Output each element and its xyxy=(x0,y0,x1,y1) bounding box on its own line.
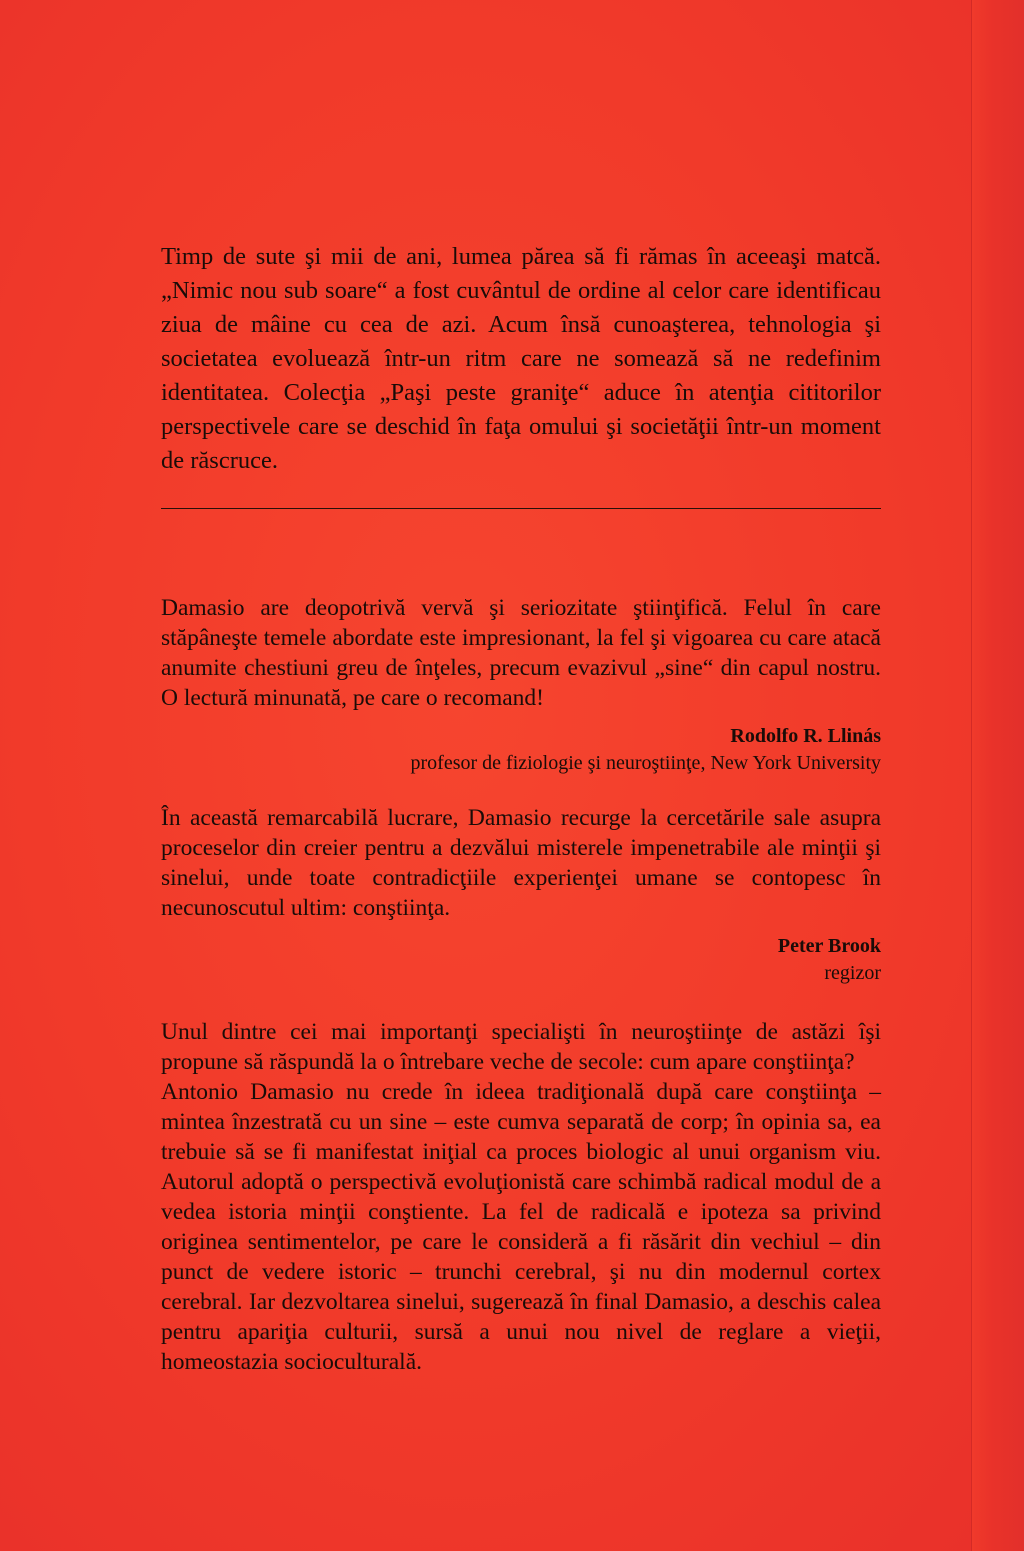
description-paragraph: Unul dintre cei mai importanţi specialişti în neuroştiinţe de astăzi îşi propune să răspundă la o întrebare veche de secole: cum apare conştiinţa? xyxy=(161,1019,881,1075)
endorsement-2 xyxy=(161,803,881,987)
endorsement-1 xyxy=(161,593,881,777)
endorser-role: regizor xyxy=(824,962,881,984)
endorsement-attribution xyxy=(161,723,881,777)
spine-edge xyxy=(971,0,1024,1551)
description-paragraph: Antonio Damasio nu crede în ideea tradiţională după care conştiinţa – mintea înzestrată cu un sine – este cumva separată de corp; în opinia sa, ea trebuie să se fi manifestat iniţial ca proces biologic al unui organism viu. Autorul adoptă o perspectivă evoluţionistă care schimbă radical modul de a vedea istoria minţii conştiente. La fel de radicală e ipoteza sa privind originea sentimentelor, pe care le consideră a fi răsărit din vechiul – din punct de vedere istoric – trunchi cerebral, şi nu din modernul cortex cerebral. Iar dezvoltarea sinelui, sugerează în final Damasio, a deschis calea pentru apariţia culturii, sursă a unui nou nivel de reglare a vieţii, homeostazia socioculturală. xyxy=(161,1079,881,1375)
book-description xyxy=(161,1017,881,1377)
endorser-name: Rodolfo R. Llinás xyxy=(730,725,881,747)
endorsement-quote: Damasio are deopotrivă vervă şi seriozitate ştiinţifică. Felul în care stăpâneşte temele abordate este impresionant, la fel şi vigoarea cu care atacă anumite chestiuni greu de înţeles, precum evazivul „sine“ din capul nostru. O lectură minunată, pe care o recomand! xyxy=(161,595,881,711)
endorser-role: profesor de fiziologie şi neuroştiinţe, New York University xyxy=(410,752,881,774)
cover-text-block xyxy=(161,240,881,1377)
divider-rule xyxy=(161,508,881,509)
endorser-name: Peter Brook xyxy=(777,935,881,957)
endorsement-attribution xyxy=(161,933,881,987)
endorsement-quote: În această remarcabilă lucrare, Damasio recurge la cercetările sale asupra proceselor din creier pentru a dezvălui misterele impenetrabile ale minţii şi sinelui, unde toate contradicţiile experienţei umane se contopesc în necunoscutul ultim: conştiinţa. xyxy=(161,805,881,921)
series-blurb: Timp de sute şi mii de ani, lumea părea să fi rămas în aceeaşi matcă. „Nimic nou sub soare“ a fost cuvântul de ordine al celor care identificau ziua de mâine cu cea de azi. Acum însă cunoaşterea, tehnologia şi societatea evoluează într-un ritm care ne somează să ne redefinim identitatea. Colecţia „Paşi peste graniţe“ aduce în atenţia cititorilor perspectivele care se deschid în faţa omului şi societăţii într-un moment de răscruce. xyxy=(161,243,881,474)
